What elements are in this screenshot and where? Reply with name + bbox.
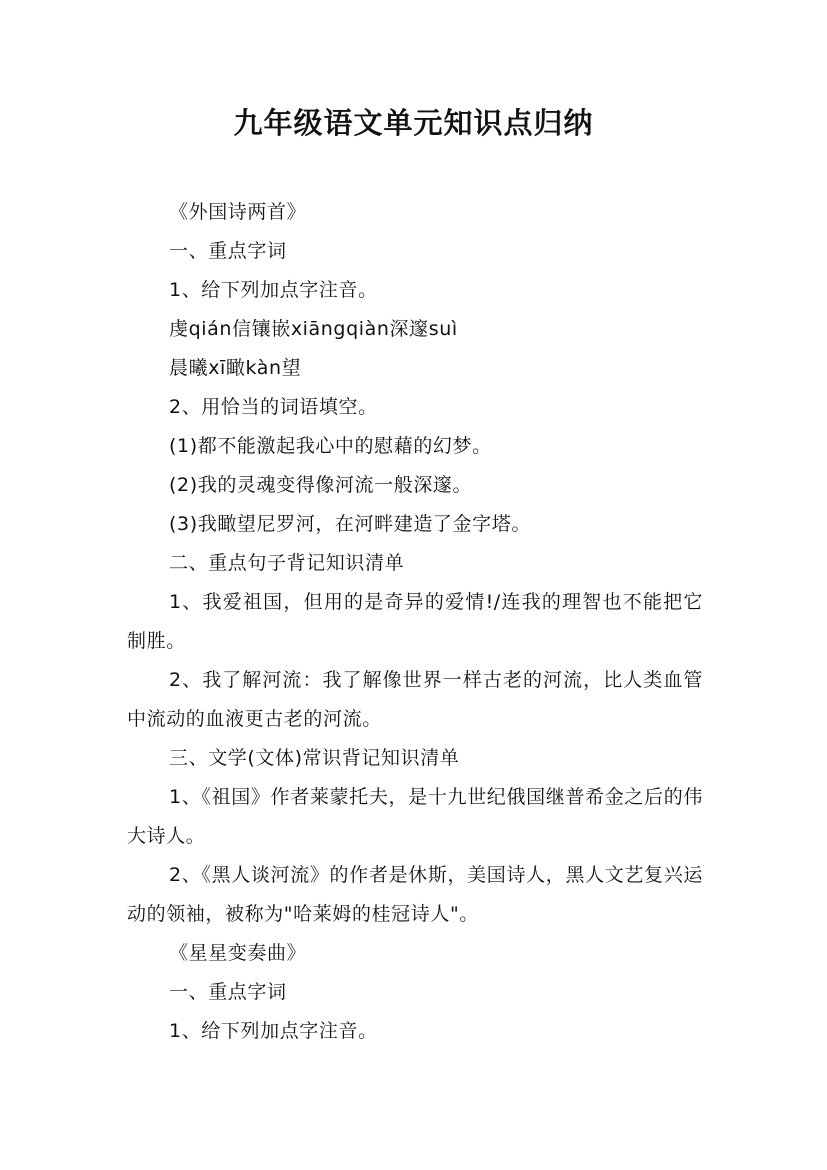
document-body (127, 193, 703, 1051)
paragraph: (1)都不能激起我心中的慰藉的幻梦。 (169, 435, 492, 457)
paragraph: 2、用恰当的词语填空。 (169, 396, 378, 418)
paragraph: 1、《祖国》作者莱蒙托夫，是十九世纪俄国继普希金之后的伟大诗人。 (127, 786, 703, 847)
paragraph: 2、我了解河流：我了解像世界一样古老的河流，比人类血管中流动的血液更古老的河流。 (127, 669, 703, 730)
paragraph-heading: 二、重点句子背记知识清单 (169, 552, 405, 574)
paragraph-pinyin: 晨曦xī瞰kàn望 (169, 357, 302, 379)
paragraph: 1、我爱祖国，但用的是奇异的爱情!/连我的理智也不能把它制胜。 (127, 591, 703, 652)
paragraph-heading: 一、重点字词 (169, 240, 287, 262)
paragraph: 1、给下列加点字注音。 (169, 279, 378, 301)
paragraph-section-title: 《星星变奏曲》 (169, 942, 307, 964)
paragraph-heading: 三、文学(文体)常识背记知识清单 (169, 747, 460, 769)
document-title: 九年级语文单元知识点归纳 (233, 106, 594, 140)
paragraph-section-title: 《外国诗两首》 (169, 201, 307, 223)
paragraph-pinyin: 虔qián信镶嵌xiāngqiàn深邃suì (169, 318, 458, 340)
paragraph: 1、给下列加点字注音。 (169, 1020, 378, 1042)
paragraph: (2)我的灵魂变得像河流一般深邃。 (169, 474, 473, 496)
paragraph-heading: 一、重点字词 (169, 981, 287, 1003)
paragraph: (3)我瞰望尼罗河，在河畔建造了金字塔。 (169, 513, 531, 535)
paragraph: 2、《黑人谈河流》的作者是休斯，美国诗人，黑人文艺复兴运动的领袖，被称为"哈莱姆的桂冠诗人"。 (127, 864, 703, 925)
